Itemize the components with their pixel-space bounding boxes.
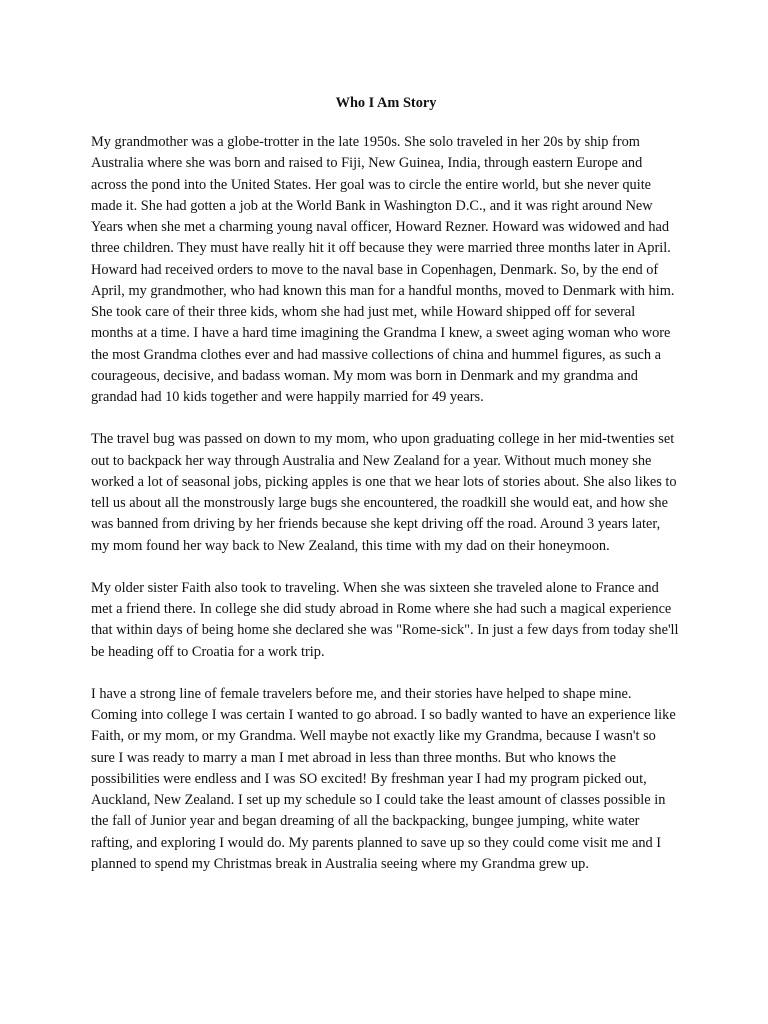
document-body bbox=[91, 93, 681, 896]
paragraph-2: The travel bug was passed on down to my mom, who upon graduating college in her mid-twenties set out to backpack her way through Australia and New Zealand for a year. Without much money she worked a lot of seasonal jobs, picking apples is one that we hear lots of stories about. She also likes to tell us about all the monstrously large bugs she encountered, the roadkill she would eat, and how she was banned from driving by her friends because she kept driving off the road. Around 3 years later, my mom found her way back to New Zealand, this time with my dad on their honeymoon. bbox=[91, 431, 677, 554]
paragraph-4: I have a strong line of female travelers before me, and their stories have helped to shape mine. Coming into college I was certain I wanted to go abroad. I so badly wanted to have an experience like Faith, or my mom, or my Grandma. Well maybe not exactly like my Grandma, because I wasn't so sure I was ready to marry a man I met abroad in less than three months. But who knows the possibilities were endless and I was SO excited! By freshman year I had my program picked out, Auckland, New Zealand. I set up my schedule so I could take the least amount of classes possible in the fall of Junior year and began dreaming of all the backpacking, bungee jumping, white water rafting, and exploring I would do. My parents planned to save up so they could come visit me and I planned to spend my Christmas break in Australia seeing where my Grandma grew up. bbox=[91, 685, 676, 872]
document-title: Who I Am Story bbox=[335, 95, 437, 111]
paragraph-1: My grandmother was a globe-trotter in the late 1950s. She solo traveled in her 20s by ship from Australia where she was born and raised to Fiji, New Guinea, India, through eastern Europe and across the pond into the United States. Her goal was to circle the entire world, but she never quite made it. She had gotten a job at the World Bank in Washington D.C., and it was right around New Years when she met a charming young naval officer, Howard Rezner. Howard was widowed and had three children. They must have really hit it off because they were married three months later in April. Howard had received orders to move to the naval base in Copenhagen, Denmark. So, by the end of April, my grandmother, who had known this man for a handful months, moved to Denmark with him. She took care of their three kids, whom she had just met, while Howard shipped off for several months at a time. I have a hard time imagining the Grandma I knew, a sweet aging woman who wore the most Grandma clothes ever and had massive collections of china and hummel figures, as such a courageous, decisive, and badass woman. My mom was born in Denmark and my grandma and grandad had 10 kids together and were happily married for 49 years. bbox=[91, 134, 675, 405]
paragraph-3: My older sister Faith also took to traveling. When she was sixteen she traveled alone to France and met a friend there. In college she did study abroad in Rome where she had such a magical experience that within days of being home she declared she was "Rome-sick". In just a few days from today she'll be heading off to Croatia for a work trip. bbox=[91, 579, 679, 660]
